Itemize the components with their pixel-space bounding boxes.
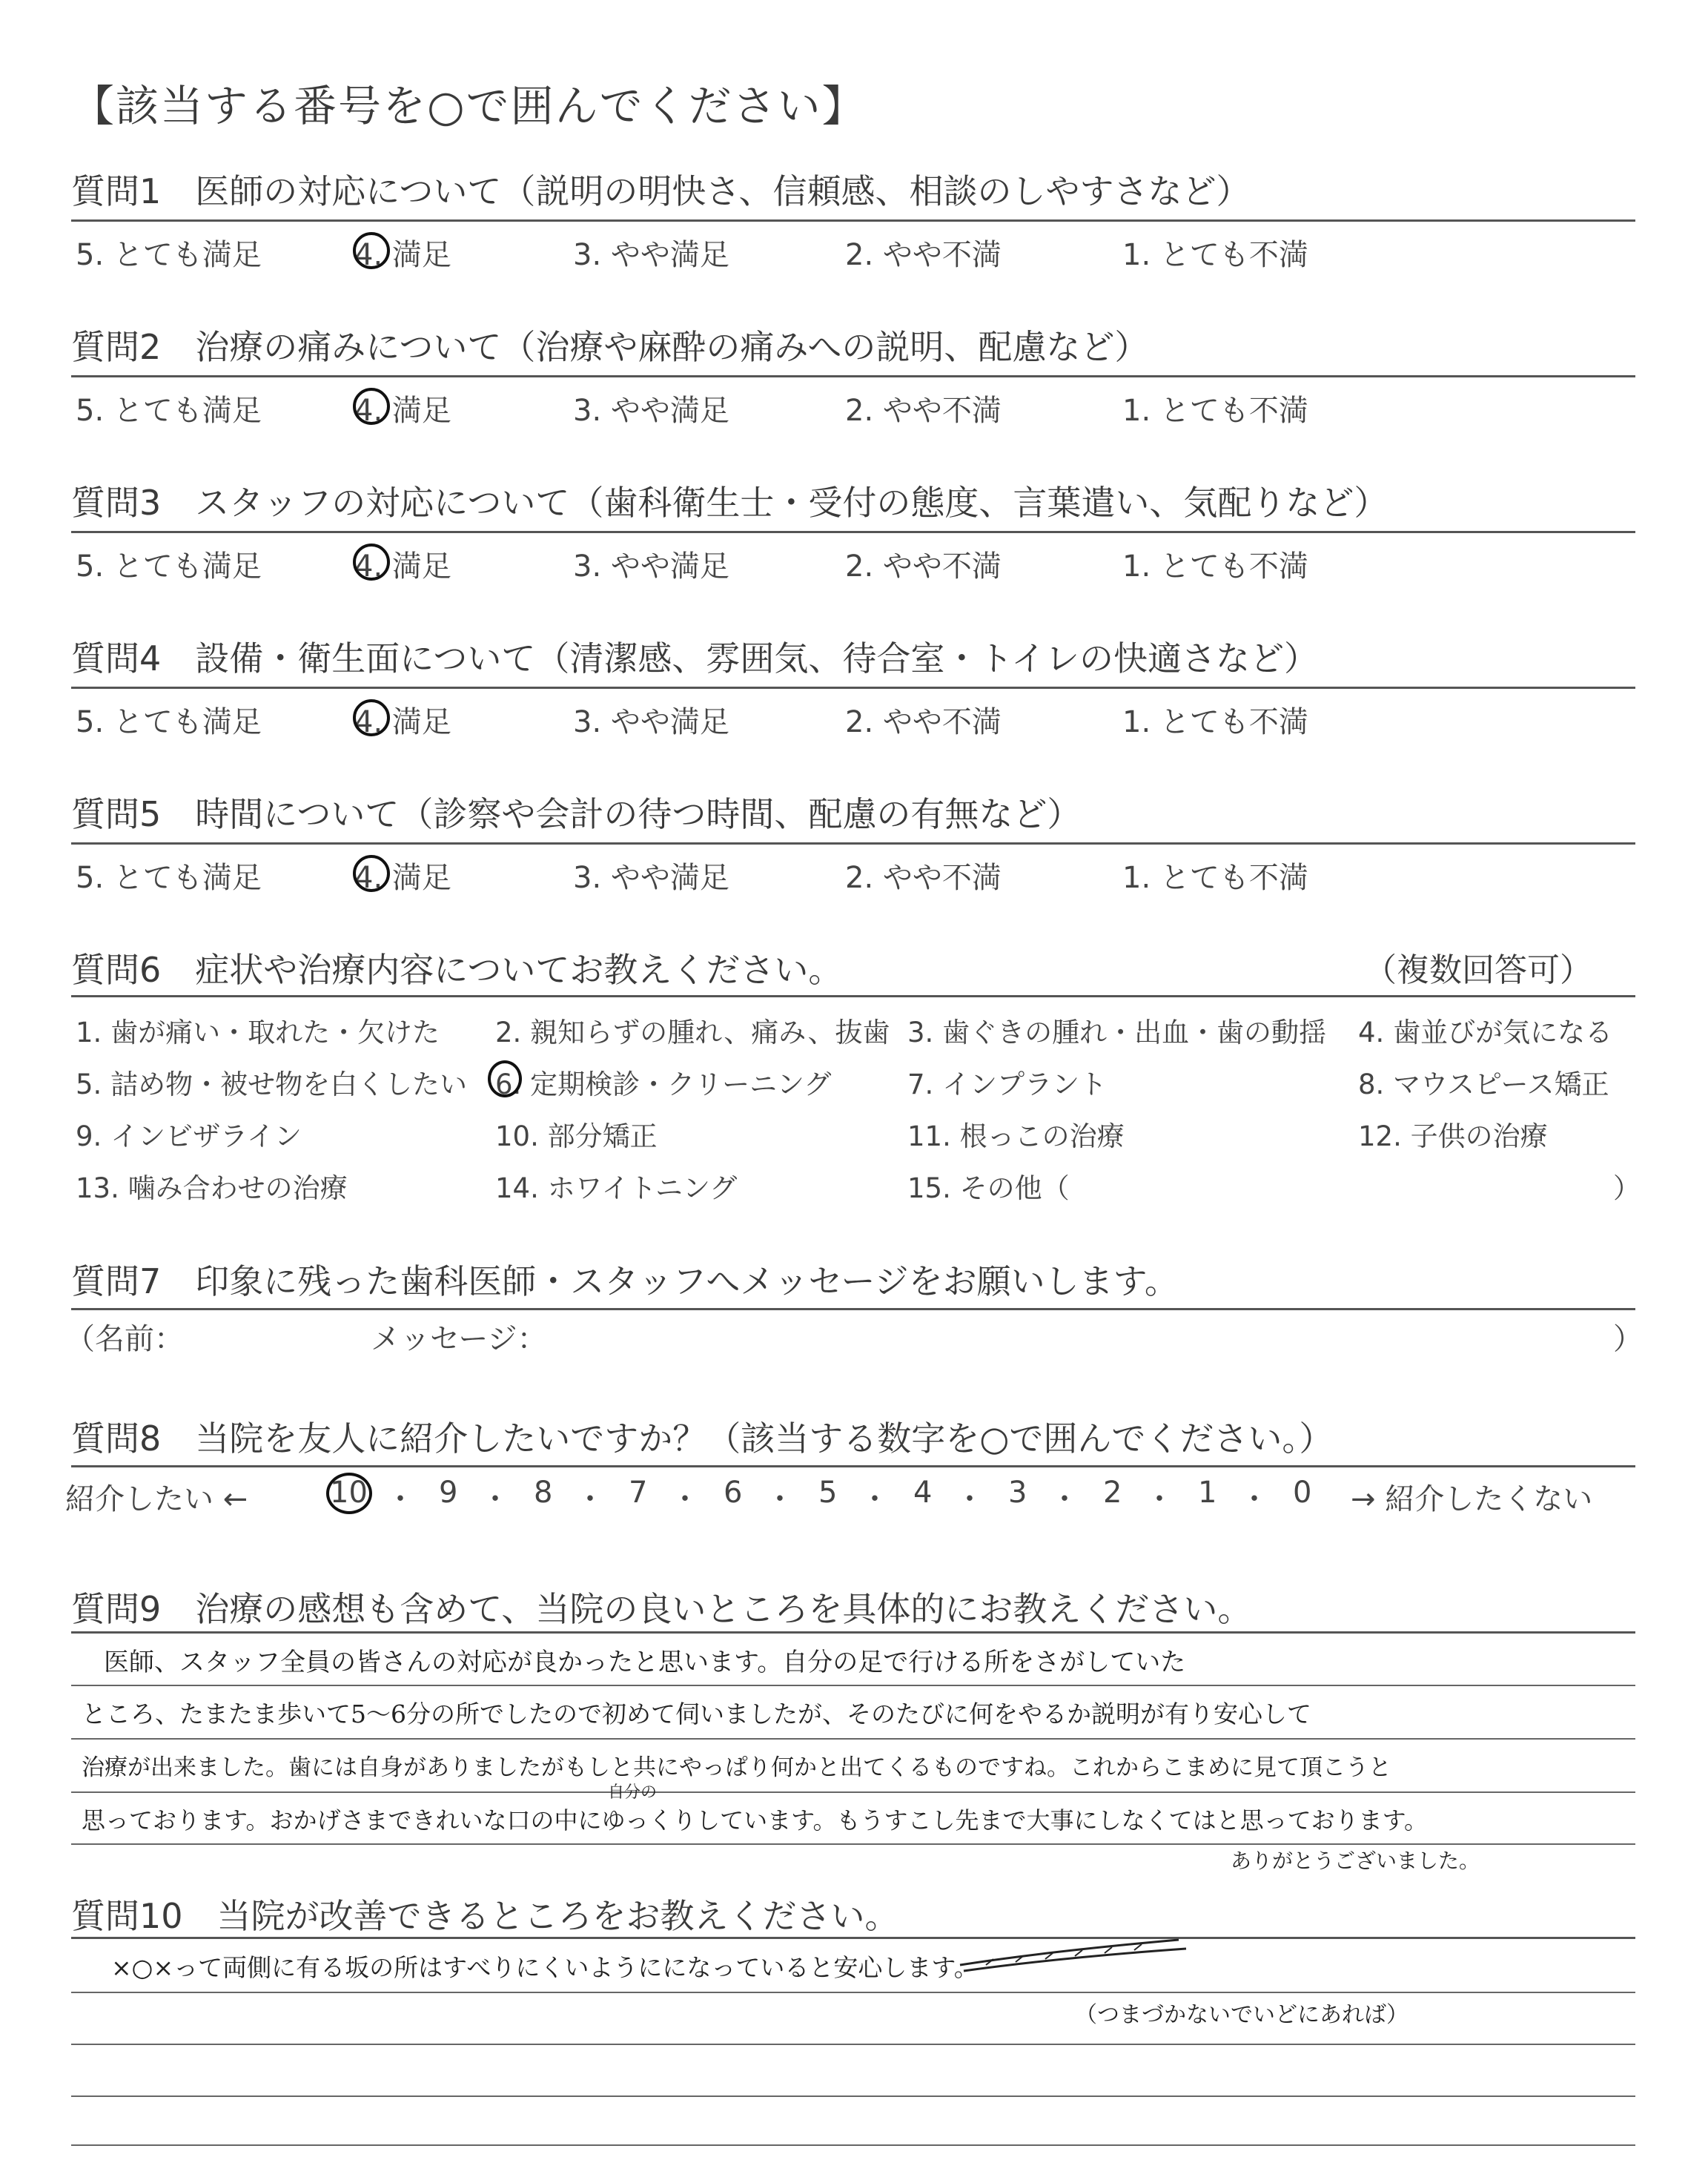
option-5[interactable]: 5. とても満足: [76, 705, 262, 739]
scale-dot: ・: [955, 1482, 984, 1516]
option-4[interactable]: 4. 満足: [354, 549, 451, 584]
option-3[interactable]: 3. やや満足: [573, 394, 729, 428]
symptom-option[interactable]: 12. 子供の治療: [1358, 1120, 1548, 1152]
option-1[interactable]: 1. とても不満: [1122, 238, 1308, 272]
message-close-paren: ）: [1613, 1322, 1643, 1356]
option-5[interactable]: 5. とても満足: [76, 238, 262, 272]
scale-dot: ・: [765, 1482, 795, 1516]
handwritten-answer-line: （つまづかないでいどにあれば）: [1075, 2002, 1409, 2028]
question-title: 質問8 当院を友人に紹介したいですか？（該当する数字を○で囲んでください。）: [71, 1418, 1334, 1459]
question-title: 質問4 設備・衛生面について（清潔感、雰囲気、待合室・トイレの快適さなど）: [71, 638, 1319, 678]
symptom-option[interactable]: 4. 歯並びが気になる: [1358, 1017, 1613, 1048]
selection-circle: [353, 855, 390, 892]
scale-dot: ・: [385, 1482, 415, 1516]
answer-line: [71, 1685, 1635, 1686]
scale-dot: ・: [575, 1482, 605, 1516]
answer-line: [71, 2044, 1635, 2045]
divider: [71, 375, 1635, 377]
option-2[interactable]: 2. やや不満: [845, 705, 1002, 739]
divider: [71, 531, 1635, 533]
symptom-option[interactable]: 1. 歯が痛い・取れた・欠けた: [76, 1017, 440, 1048]
option-1[interactable]: 1. とても不満: [1122, 861, 1308, 895]
divider: [71, 219, 1635, 222]
handwritten-answer-line: 治療が出来ました。歯には自身がありましたがもしと共にやっぱり何かと出てくるものですね。これからこまめに見て頂こうと: [82, 1754, 1391, 1781]
question-title: 質問7 印象に残った歯科医師・スタッフへメッセージをお願いします。: [71, 1261, 1179, 1301]
answer-line: [71, 2144, 1635, 2146]
recommend-left-label: 紹介したい ←: [65, 1482, 248, 1516]
divider: [71, 687, 1635, 689]
option-2[interactable]: 2. やや不満: [845, 549, 1002, 584]
selection-circle: [326, 1473, 372, 1514]
selection-circle: [353, 544, 390, 581]
handwritten-answer-line: 思っております。おかげさまできれいな口の中にゆっくりしています。もうすこし先まで大事にしなくてはと思っております。: [82, 1806, 1429, 1834]
question-title: 質問5 時間について（診察や会計の待つ時間、配慮の有無など）: [71, 794, 1082, 834]
scale-9[interactable]: 9: [439, 1476, 458, 1510]
option-4[interactable]: 4. 満足: [354, 394, 451, 428]
option-1[interactable]: 1. とても不満: [1122, 549, 1308, 584]
other-close-paren: ）: [1613, 1172, 1641, 1204]
answer-line: [71, 1992, 1635, 1993]
scale-0[interactable]: 0: [1293, 1476, 1312, 1510]
divider: [71, 1937, 1635, 1939]
handwritten-answer-line: ×○×って両側に有る坂の所はすべりにくいようにになっていると安心します。: [111, 1953, 979, 1982]
scale-4[interactable]: 4: [913, 1476, 933, 1510]
symptom-option[interactable]: 9. インビザライン: [76, 1120, 302, 1152]
option-5[interactable]: 5. とても満足: [76, 861, 262, 895]
scale-7[interactable]: 7: [629, 1476, 648, 1510]
scale-dot: ・: [1239, 1482, 1269, 1516]
message-label: メッセージ：: [371, 1322, 547, 1356]
question-title: 質問3 スタッフの対応について（歯科衛生士・受付の態度、言葉遣い、気配りなど）: [71, 483, 1388, 523]
option-4[interactable]: 4. 満足: [354, 861, 451, 895]
question-title: 質問1 医師の対応について（説明の明快さ、信頼感、相談のしやすさなど）: [71, 171, 1251, 211]
scale-dot: ・: [1050, 1482, 1079, 1516]
scale-3[interactable]: 3: [1008, 1476, 1027, 1510]
option-3[interactable]: 3. やや満足: [573, 238, 729, 272]
selection-circle: [353, 699, 390, 736]
divider: [71, 995, 1635, 997]
option-5[interactable]: 5. とても満足: [76, 394, 262, 428]
name-label: （名前：: [65, 1322, 184, 1356]
divider: [71, 1308, 1635, 1310]
symptom-option[interactable]: 7. インプラント: [907, 1069, 1108, 1100]
symptom-option[interactable]: 13. 噛み合わせの治療: [76, 1172, 348, 1204]
symptom-option[interactable]: 5. 詰め物・被せ物を白くしたい: [76, 1069, 468, 1100]
scale-6[interactable]: 6: [724, 1476, 743, 1510]
handwritten-answer-line: ところ、たまたま歩いて5〜6分の所でしたので初めて伺いましたが、そのたびに何をやるか説明が有り安心して: [82, 1700, 1311, 1728]
symptom-option[interactable]: 14. ホワイトニング: [495, 1172, 738, 1204]
option-4[interactable]: 4. 満足: [354, 238, 451, 272]
symptom-option[interactable]: 11. 根っこの治療: [907, 1120, 1125, 1152]
question-title: 質問9 治療の感想も含めて、当院の良いところを具体的にお教えください。: [71, 1589, 1252, 1629]
recommend-right-label: → 紹介したくない: [1351, 1482, 1593, 1516]
option-4[interactable]: 4. 満足: [354, 705, 451, 739]
answer-line: [71, 1738, 1635, 1740]
scale-8[interactable]: 8: [534, 1476, 553, 1510]
option-3[interactable]: 3. やや満足: [573, 705, 729, 739]
symptom-option[interactable]: 8. マウスピース矯正: [1358, 1069, 1609, 1100]
scale-dot: ・: [1145, 1482, 1174, 1516]
question-title: 質問10 当院が改善できるところをお教えください。: [71, 1896, 899, 1936]
selection-circle: [488, 1060, 522, 1097]
handwritten-answer-line: ありがとうございました。: [1231, 1849, 1480, 1873]
divider: [71, 1631, 1635, 1634]
option-3[interactable]: 3. やや満足: [573, 861, 729, 895]
handwritten-annotation: 自分の: [608, 1783, 658, 1802]
symptom-option-other[interactable]: 15. その他（: [907, 1172, 1070, 1204]
handwritten-answer-line: 医師、スタッフ全員の皆さんの対応が良かったと思います。自分の足で行ける所をさがしていた: [104, 1648, 1186, 1677]
scale-dot: ・: [860, 1482, 890, 1516]
question-title: 質問6 症状や治療内容についてお教えください。: [71, 950, 843, 990]
answer-line: [71, 1791, 1635, 1793]
symptom-option-selected[interactable]: 6. 定期検診・クリーニング: [495, 1069, 832, 1100]
divider: [71, 842, 1635, 845]
symptom-option[interactable]: 3. 歯ぐきの腫れ・出血・歯の動揺: [907, 1017, 1327, 1048]
selection-circle: [353, 388, 390, 425]
question-title: 質問2 治療の痛みについて（治療や麻酔の痛みへの説明、配慮など）: [71, 327, 1149, 367]
option-2[interactable]: 2. やや不満: [845, 861, 1002, 895]
option-2[interactable]: 2. やや不満: [845, 394, 1002, 428]
answer-line: [71, 2095, 1635, 2097]
divider: [71, 1465, 1635, 1467]
scale-1[interactable]: 1: [1198, 1476, 1217, 1510]
handwritten-sketch: [956, 1935, 1201, 1980]
scale-5[interactable]: 5: [818, 1476, 838, 1510]
scale-dot: ・: [670, 1482, 700, 1516]
option-1[interactable]: 1. とても不満: [1122, 705, 1308, 739]
option-5[interactable]: 5. とても満足: [76, 549, 262, 584]
selection-circle: [353, 232, 390, 269]
multiple-answers-note: （複数回答可）: [1364, 951, 1592, 989]
scale-2[interactable]: 2: [1103, 1476, 1122, 1510]
scale-dot: ・: [480, 1482, 510, 1516]
symptom-option[interactable]: 2. 親知らずの腫れ、痛み、抜歯: [495, 1017, 890, 1048]
option-3[interactable]: 3. やや満足: [573, 549, 729, 584]
option-1[interactable]: 1. とても不満: [1122, 394, 1308, 428]
symptom-option[interactable]: 10. 部分矯正: [495, 1120, 658, 1152]
scale-10[interactable]: 10: [330, 1476, 368, 1510]
option-2[interactable]: 2. やや不満: [845, 238, 1002, 272]
instructions-header: 【該当する番号を○で囲んでください】: [71, 81, 867, 131]
